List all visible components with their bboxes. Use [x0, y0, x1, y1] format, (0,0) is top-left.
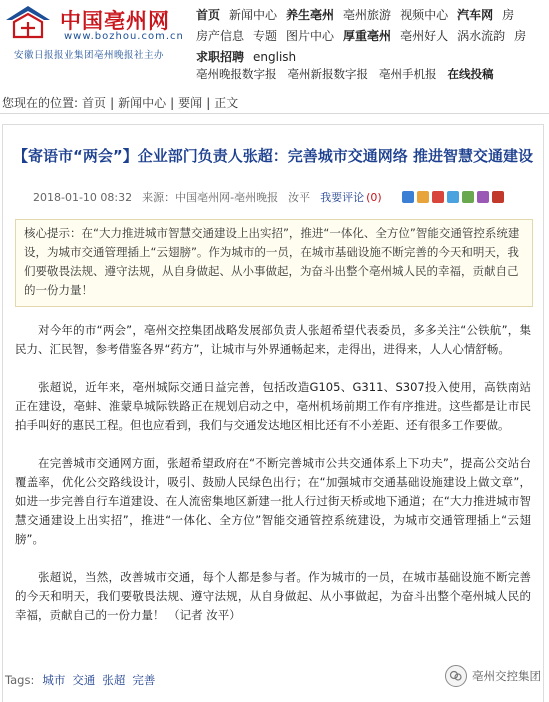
- wechat-watermark: [445, 664, 541, 688]
- breadcrumb-sep: |: [206, 95, 211, 110]
- article-paragraph: 张超说，当然，改善城市交通，每个人都是参与者。作为城市的一员，在城市基础设施不断完善的今天和明天，我们要敬畏法规、遵守法规，从自身做起、从小事做起，为奋斗出整个亳州城人民的幸福，贡献自己的一份力量！ （记者 汝平）: [15, 570, 531, 622]
- core-summary-box: 核心提示：在“大力推进城市智慧交通建设上出实招”，推进“一体化、全方位”智能交通管控系统建设，为城市交通管理插上“云翅膀”。作为城市的一员，在城市基础设施不断完善的今天和明天，我们要敬畏法规、遵守法规，从自身做起、从小事做起，为奋斗出整个亳州城人民的幸福，贡献自己的一份力量！: [15, 219, 533, 307]
- publish-datetime: 2018-01-10 08:32: [33, 190, 133, 204]
- nav-link-row1-0[interactable]: 首页: [196, 8, 221, 22]
- nav-link-row2-2[interactable]: 图片中心: [286, 29, 335, 43]
- article-meta: [33, 189, 533, 205]
- breadcrumb-sep: |: [170, 95, 175, 110]
- tags-label: Tags:: [5, 673, 35, 687]
- share-icon[interactable]: [432, 191, 444, 203]
- comment-count: (0): [366, 190, 382, 204]
- breadcrumb-sep: |: [110, 95, 115, 110]
- site-header: [0, 0, 549, 62]
- tag-link[interactable]: 完善: [132, 673, 156, 687]
- subbar-link-1[interactable]: 亳州新报数字报: [287, 67, 368, 81]
- nav-link-row1-2[interactable]: 养生亳州: [286, 8, 335, 22]
- nav-link-row2-6[interactable]: 房: [514, 29, 527, 43]
- nav-link-row1-6[interactable]: 房: [502, 8, 515, 22]
- share-icon[interactable]: [477, 191, 489, 203]
- breadcrumb-current: 正文: [214, 96, 239, 110]
- nav-row-2: [196, 25, 549, 46]
- nav-link-row1-1[interactable]: 新闻中心: [229, 8, 278, 22]
- share-icon[interactable]: [402, 191, 414, 203]
- nav-link-row1-5[interactable]: 汽车网: [457, 8, 494, 22]
- wechat-account-icon: [445, 665, 467, 687]
- logo-roof-icon: [4, 4, 52, 40]
- logo-sponsor: 安徽日报报业集团亳州晚报社主办: [14, 50, 165, 61]
- nav-link-row2-4[interactable]: 亳州好人: [400, 29, 449, 43]
- article-source: 来源：中国亳州网-亳州晚报: [142, 191, 279, 204]
- logo-name: 中国亳州网: [60, 8, 170, 33]
- nav-link-row2-0[interactable]: 房产信息: [196, 29, 245, 43]
- share-icon[interactable]: [462, 191, 474, 203]
- article-paragraph: 在完善城市交通网方面，张超希望政府在“不断完善城市公共交通体系上下功夫”，提高公交站台覆盖率，优化公交路线设计，吸引、鼓励人民绿色出行；在“加强城市交通基础设施建设上做文章”，如进一步完善自行车道建设、在人流密集地区新建一批人行过街天桥或地下通道；在“大力推进城市智慧交通建设上出实招”，推进“一体化、全方位”智能交通管控系统建设，为城市交通管理插上“云翅膀”。: [15, 456, 531, 546]
- nav-link-row3-1[interactable]: english: [253, 49, 297, 64]
- tag-link[interactable]: 交通: [72, 673, 96, 687]
- breadcrumb-home[interactable]: 首页: [82, 96, 107, 110]
- nav-link-row1-3[interactable]: 亳州旅游: [343, 8, 392, 22]
- tag-link[interactable]: 张超: [102, 673, 126, 687]
- site-logo[interactable]: [4, 2, 194, 60]
- breadcrumb-prefix: 您现在的位置:: [2, 96, 79, 110]
- share-icon[interactable]: [417, 191, 429, 203]
- subbar-link-0[interactable]: 亳州晚报数字报: [196, 67, 277, 81]
- nav-link-row2-1[interactable]: 专题: [253, 29, 278, 43]
- comment-link[interactable]: 我要评论: [320, 191, 365, 204]
- article-author: 汝平: [288, 191, 311, 204]
- nav-link-row3-0[interactable]: 求职招聘: [196, 50, 245, 64]
- subbar-link-2[interactable]: 亳州手机报: [379, 67, 437, 81]
- breadcrumb: [0, 92, 549, 114]
- nav-link-row2-3[interactable]: 厚重亳州: [343, 29, 392, 43]
- subbar-link-3[interactable]: 在线投稿: [447, 67, 494, 81]
- article-title: 【寄语市“两会”】企业部门负责人张超：完善城市交通网络 推进智慧交通建设: [13, 147, 533, 165]
- share-icon[interactable]: [492, 191, 504, 203]
- article-paragraph: 张超说，近年来，亳州城际交通日益完善，包括改造G105、G311、S307投入使用，高铁南站正在建设，亳蚌、淮蒙阜城际铁路正在规划启动之中，亳州机场前期工作有序推进。这些都是让市民拍手叫好的惠民工程。但也应看到，我们与交通发达地区相比还有不小差距、还有很多工作要做。: [15, 380, 531, 432]
- watermark-text: 亳州交控集团: [472, 669, 541, 683]
- article-body: [15, 321, 531, 644]
- logo-url: www.bozhou.com.cn: [64, 31, 184, 42]
- nav-link-row2-5[interactable]: 涡水流韵: [457, 29, 506, 43]
- share-icons: [402, 191, 504, 203]
- top-navigation: [196, 4, 549, 67]
- share-icon[interactable]: [447, 191, 459, 203]
- tag-link[interactable]: 城市: [42, 673, 66, 687]
- digital-paper-bar: [196, 64, 549, 84]
- article-paragraph: 对今年的市“两会”，亳州交控集团战略发展部负责人张超希望代表委员，多多关注“公铁航”，集民力、汇民智，参考借鉴各界“药方”，让城市与外界通畅起来，走得出，进得来，人人心情舒畅。: [15, 323, 531, 356]
- article-panel: [2, 124, 544, 702]
- breadcrumb-news[interactable]: 新闻中心: [118, 96, 167, 110]
- breadcrumb-headlines[interactable]: 要闻: [178, 96, 203, 110]
- nav-link-row1-4[interactable]: 视频中心: [400, 8, 449, 22]
- tags-row: [5, 671, 162, 689]
- nav-row-1: [196, 4, 549, 25]
